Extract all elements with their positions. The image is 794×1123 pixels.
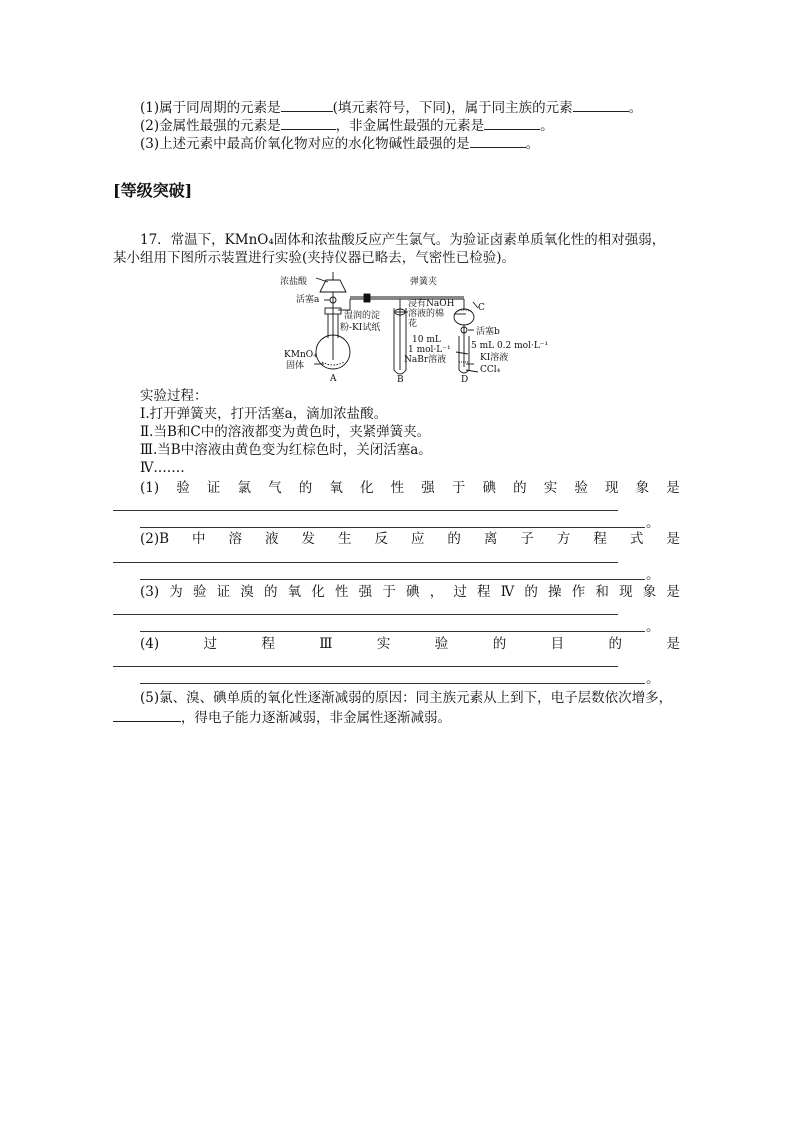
sub3-token: 溴 <box>240 584 254 600</box>
sub1-token: 性 <box>390 480 405 496</box>
sub4-token: 程 <box>261 636 275 652</box>
q16-part1-text-c: 。 <box>628 100 643 116</box>
period-4: 。 <box>646 671 660 687</box>
sub2-token: 发 <box>301 531 315 547</box>
label-stopcock-b: 活塞b <box>476 327 500 337</box>
sub1-token: 是 <box>666 480 680 496</box>
sub-question-1 <box>140 479 680 497</box>
sub3-token: 验 <box>192 584 207 600</box>
answer-line-2b[interactable] <box>140 579 645 580</box>
label-stopcock-a: 活塞a <box>296 295 320 305</box>
sub1-token: (1) <box>140 480 160 496</box>
answer-line-1b[interactable] <box>140 527 645 528</box>
sub4-token: Ⅲ <box>319 636 333 652</box>
sub2-token: 的 <box>447 531 461 547</box>
sub4-token: (4) <box>140 636 160 652</box>
label-ki-sol: KI溶液 <box>480 353 509 363</box>
sub3-token: 作 <box>571 584 586 600</box>
sub3-token: 是 <box>666 584 680 600</box>
process-step-1: Ⅰ.打开弹簧夹，打开活塞a，滴加浓盐酸。 <box>140 406 388 422</box>
sub2-token: 溶 <box>228 531 243 547</box>
sub4-token: 是 <box>666 636 680 652</box>
q16-part3 <box>140 133 539 153</box>
process-step-3: Ⅲ.当B中溶液由黄色变为红棕色时，关闭活塞a。 <box>140 442 432 458</box>
label-wet-paper-2: 粉-KI试纸 <box>340 323 381 333</box>
sub3-token: 为 <box>169 584 183 600</box>
sub3-token: 过 <box>453 584 467 600</box>
q16-part3-text-a: (3)上述元素中最高价氧化物对应的水化物碱性最强的是 <box>140 136 470 152</box>
sub1-token: 碘 <box>482 480 496 496</box>
sub3-token: 化 <box>311 584 325 600</box>
label-c: C <box>478 303 485 313</box>
label-kmno4: KMnO₄ <box>284 350 317 360</box>
sub3-token: 碘 <box>406 584 420 600</box>
sub1-token: 气 <box>268 480 282 496</box>
sub2-token: 应 <box>410 531 425 547</box>
label-naoh-1: 浸有NaOH <box>408 299 455 309</box>
label-naoh-3: 花 <box>408 319 418 329</box>
q16-blank-nonmetal[interactable] <box>484 115 540 130</box>
sub1-token: 实 <box>543 480 558 496</box>
sub1-token: 的 <box>513 480 527 496</box>
sub-question-2 <box>140 530 680 548</box>
q17-intro-line2: 某小组用下图所示装置进行实验(夹持仪器已略去，气密性已检验)。 <box>113 250 516 266</box>
sub1-token: 氧 <box>329 480 343 496</box>
sub3-token: 于 <box>382 584 396 600</box>
apparatus-diagram <box>278 272 548 387</box>
q16-part1-text-a: (1)属于同周期的元素是 <box>140 100 281 116</box>
q16-blank-base[interactable] <box>470 133 526 148</box>
sub3-token: 强 <box>358 584 373 600</box>
sub1-token: 证 <box>206 480 221 496</box>
sub1-token: 象 <box>635 480 650 496</box>
label-nabr-vol: 10 mL <box>412 335 441 345</box>
sub1-token: 验 <box>176 480 190 496</box>
sub2-token: 式 <box>629 531 644 547</box>
sub3-token: 象 <box>642 584 657 600</box>
sub3-token: Ⅳ <box>500 584 515 600</box>
label-naoh-2: 溶液的棉 <box>408 309 445 319</box>
sub4-token: 目 <box>550 636 565 652</box>
section-heading: [等级突破] <box>113 181 193 200</box>
sub3-token: 和 <box>595 584 609 600</box>
sub1-token: 的 <box>298 480 313 496</box>
sub-question-5-line2 <box>113 707 451 727</box>
q16-blank-same-group[interactable] <box>573 97 629 112</box>
answer-line-4b[interactable] <box>140 683 645 684</box>
period-1: 。 <box>646 515 660 531</box>
sub5-text-b: ，得电子能力逐渐减弱，非金属性逐渐减弱。 <box>181 710 451 726</box>
q16-part2-text-c: 。 <box>540 118 554 134</box>
q16-blank-same-period[interactable] <box>281 97 333 112</box>
sub3-token: 性 <box>335 584 349 600</box>
sub4-token: 过 <box>203 636 218 652</box>
answer-line-4a[interactable] <box>113 666 618 667</box>
sub4-token: 的 <box>492 636 507 652</box>
sub3-token: 操 <box>548 584 562 600</box>
label-d: D <box>461 375 469 385</box>
sub1-token: 于 <box>451 480 466 496</box>
sub1-token: 验 <box>574 480 588 496</box>
sub4-token: 实 <box>376 636 391 652</box>
label-wet-paper-1: 湿润的淀 <box>344 311 381 321</box>
q16-part2-text-a: (2)金属性最强的元素是 <box>140 118 281 134</box>
answer-line-2a[interactable] <box>113 562 618 563</box>
answer-line-3b[interactable] <box>140 631 645 632</box>
sub-question-3 <box>140 583 680 601</box>
sub1-token: 氯 <box>237 480 251 496</box>
period-2: 。 <box>646 567 660 583</box>
label-nabr-conc: 1 mol·L⁻¹ <box>408 345 451 355</box>
sub4-token: 的 <box>608 636 623 652</box>
label-b: B <box>397 375 404 385</box>
q16-part3-text-b: 。 <box>525 136 540 152</box>
clamp-icon <box>364 294 370 302</box>
answer-line-1a[interactable] <box>113 510 618 511</box>
dropping-funnel <box>320 280 346 292</box>
sub-question-4 <box>140 635 680 653</box>
sub2-token: 反 <box>374 531 388 547</box>
sub-question-5-line1: (5)氯、溴、碘单质的氧化性逐渐减弱的原因：同主族元素从上到下，电子层数依次增多， <box>140 690 673 706</box>
label-nabr-sol: NaBr溶液 <box>404 355 447 365</box>
label-ki-vol: 5 mL 0.2 mol·L⁻¹ <box>471 341 548 351</box>
sub3-token: 现 <box>619 584 633 600</box>
sub1-token: 化 <box>360 480 374 496</box>
sub3-token: 的 <box>524 584 538 600</box>
q16-blank-metal[interactable] <box>281 115 336 130</box>
sub2-token: (2)B <box>140 531 170 547</box>
process-title: 实验过程： <box>140 388 208 404</box>
process-step-4: Ⅳ.…… <box>140 460 185 476</box>
sub2-token: 离 <box>483 531 498 547</box>
q16-part2-text-b: ，非金属性最强的元素是 <box>335 118 485 134</box>
sub3-token: (3) <box>140 584 160 600</box>
sub4-token: 验 <box>434 636 449 652</box>
sub2-token: 程 <box>593 531 607 547</box>
process-step-2: Ⅱ.当B和C中的溶液都变为黄色时，夹紧弹簧夹。 <box>140 424 431 440</box>
sub2-token: 生 <box>337 531 352 547</box>
label-solid: 固体 <box>286 361 305 371</box>
sub3-token: 的 <box>263 584 278 600</box>
period-3: 。 <box>646 619 660 635</box>
sub3-token: 氧 <box>287 584 302 600</box>
sub3-token: 程 <box>477 584 491 600</box>
sub2-token: 液 <box>265 531 279 547</box>
q16-part1-text-b: (填元素符号，下同)，属于同主族的元素 <box>332 100 573 116</box>
sub3-token: 证 <box>216 584 231 600</box>
sub2-token: 中 <box>192 531 206 547</box>
sub2-token: 子 <box>520 531 534 547</box>
label-a: A <box>330 374 337 384</box>
sub2-token: 是 <box>666 531 680 547</box>
sub3-token: ， <box>429 584 444 600</box>
answer-line-3a[interactable] <box>113 614 618 615</box>
q16-part2 <box>140 115 554 135</box>
sub1-token: 强 <box>421 480 435 496</box>
sub2-token: 方 <box>556 531 571 547</box>
sub1-token: 现 <box>605 480 619 496</box>
label-conc-hcl: 浓盐酸 <box>280 277 308 287</box>
q17-intro-line1: 17．常温下，KMnO₄固体和浓盐酸反应产生氯气。为验证卤素单质氧化性的相对强弱， <box>140 232 666 248</box>
label-spring-clamp: 弹簧夹 <box>410 277 438 287</box>
label-ccl4: CCl₄ <box>480 365 501 375</box>
sub5-blank[interactable] <box>113 707 181 722</box>
q16-part1 <box>140 97 642 117</box>
